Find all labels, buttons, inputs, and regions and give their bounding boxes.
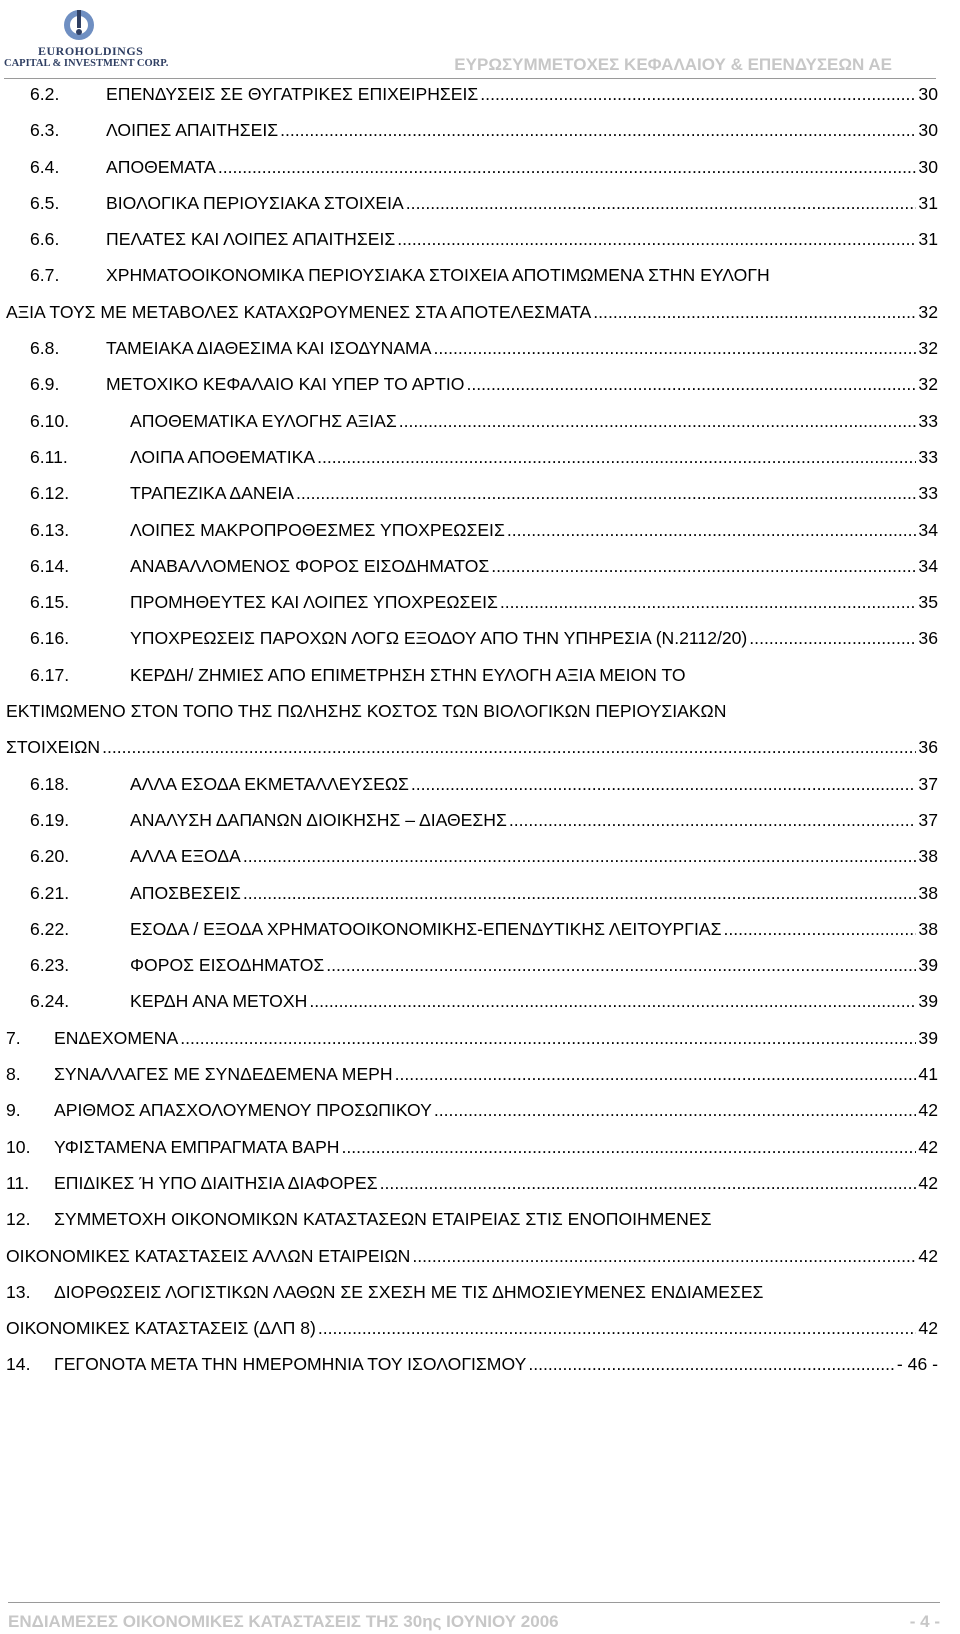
toc-entry-number: 6.20.	[30, 846, 70, 867]
toc-entry-title: ΕΣΟΔΑ / ΕΞΟΔΑ ΧΡΗΜΑΤΟΟΙΚΟΝΟΜΙΚΗΣ-ΕΠΕΝΔΥΤΙΚΗΣ ΛΕΙΤΟΥΡΓΙΑΣ	[130, 918, 722, 939]
toc-leader-dots	[180, 1020, 916, 1056]
toc-entry-title: ΣΥΜΜΕΤΟΧΗ ΟΙΚΟΝΟΜΙΚΩΝ ΚΑΤΑΣΤΑΣΕΩΝ ΕΤΑΙΡΕΙΑΣ ΣΤΙΣ ΕΝΟΠΟΙΗΜΕΝΕΣ	[54, 1209, 712, 1230]
toc-leader-dots	[317, 439, 916, 475]
toc-leader-dots	[243, 875, 917, 911]
toc-entry-continuation[interactable]	[6, 1310, 938, 1346]
toc-entry-page: 42	[918, 1318, 938, 1339]
toc-entry-title: ΥΦΙΣΤΑΜΕΝΑ ΕΜΠΡΑΓΜΑΤΑ ΒΑΡΗ	[54, 1136, 340, 1157]
toc-entry[interactable]	[6, 983, 938, 1019]
toc-entry[interactable]	[6, 366, 938, 402]
toc-leader-dots	[434, 1092, 917, 1128]
toc-leader-dots	[309, 983, 916, 1019]
toc-leader-dots	[723, 911, 916, 947]
toc-entry-number: 6.17.	[30, 664, 70, 685]
toc-entry-page: 35	[918, 592, 938, 613]
toc-entry[interactable]	[6, 766, 938, 802]
toc-leader-dots	[749, 620, 916, 656]
toc-entry-title-continued: ΟΙΚΟΝΟΜΙΚΕΣ ΚΑΤΑΣΤΑΣΕΙΣ ΑΛΛΩΝ ΕΤΑΙΡΕΙΩΝ	[6, 1245, 411, 1266]
toc-entry[interactable]	[6, 149, 938, 185]
toc-entry-title-continued: ΣΤΟΙΧΕΙΩΝ	[6, 737, 101, 758]
toc-leader-dots	[467, 366, 917, 402]
toc-leader-dots	[433, 330, 916, 366]
toc-entry[interactable]	[6, 1092, 938, 1128]
toc-entry-number: 6.4.	[30, 156, 60, 177]
toc-entry[interactable]	[6, 947, 938, 983]
toc-entry[interactable]	[6, 1129, 938, 1165]
logo-text-name: EUROHOLDINGS	[38, 44, 144, 58]
toc-entry-title: ΤΡΑΠΕΖΙΚΑ ΔΑΝΕΙΑ	[130, 483, 294, 504]
toc-entry-number: 6.12.	[30, 483, 70, 504]
toc-entry-number: 6.9.	[30, 374, 60, 395]
toc-leader-dots	[218, 149, 917, 185]
toc-entry-number: 6.22.	[30, 918, 70, 939]
toc-entry-title: ΚΕΡΔΗ/ ΖΗΜΙΕΣ ΑΠΟ ΕΠΙΜΕΤΡΗΣΗ ΣΤΗΝ ΕΥΛΟΓΗ ΑΞΙΑ ΜΕΙΟΝ ΤΟ	[130, 664, 686, 685]
toc-leader-dots	[326, 947, 916, 983]
toc-entry-page: 30	[918, 120, 938, 141]
toc-leader-dots	[342, 1129, 917, 1165]
toc-entry-continuation[interactable]	[6, 729, 938, 765]
toc-entry-number: 6.11.	[30, 446, 68, 467]
toc-entry[interactable]	[6, 76, 938, 112]
logo-text-subtitle: CAPITAL & INVESTMENT CORP.	[4, 58, 169, 69]
toc-entry-page: 31	[918, 229, 938, 250]
toc-entry-page: 39	[918, 1027, 938, 1048]
toc-entry-number: 12.	[6, 1209, 31, 1230]
table-of-contents	[6, 76, 938, 1383]
toc-entry-page: 32	[918, 374, 938, 395]
toc-entry-number: 6.10.	[30, 410, 70, 431]
toc-entry[interactable]	[6, 475, 938, 511]
toc-entry-page: 42	[918, 1136, 938, 1157]
toc-entry-title: ΠΕΛΑΤΕΣ ΚΑΙ ΛΟΙΠΕΣ ΑΠΑΙΤΗΣΕΙΣ	[106, 229, 396, 250]
toc-entry-number: 8.	[6, 1064, 21, 1085]
toc-entry-title: ΜΕΤΟΧΙΚΟ ΚΕΦΑΛΑΙΟ ΚΑΙ ΥΠΕΡ ΤΟ ΑΡΤΙΟ	[106, 374, 465, 395]
page-footer	[8, 1608, 940, 1631]
toc-entry-title: ΠΡΟΜΗΘΕΥΤΕΣ ΚΑΙ ΛΟΙΠΕΣ ΥΠΟΧΡΕΩΣΕΙΣ	[130, 592, 498, 613]
toc-entry-number: 10.	[6, 1136, 31, 1157]
toc-entry-title: ΣΥΝΑΛΛΑΓΕΣ ΜΕ ΣΥΝΔΕΔΕΜΕΝΑ ΜΕΡΗ	[54, 1064, 393, 1085]
toc-leader-dots	[395, 1056, 917, 1092]
toc-entry-title: ΑΠΟΣΒΕΣΕΙΣ	[130, 882, 241, 903]
footer-page-number: - 4 -	[909, 1612, 940, 1631]
toc-entry-page: 36	[918, 628, 938, 649]
toc-entry-page: 34	[918, 555, 938, 576]
toc-entry-page: 38	[918, 882, 938, 903]
toc-entry-title: ΔΙΟΡΘΩΣΕΙΣ ΛΟΓΙΣΤΙΚΩΝ ΛΑΘΩΝ ΣΕ ΣΧΕΣΗ ΜΕ ΤΙΣ ΔΗΜΟΣΙΕΥΜΕΝΕΣ ΕΝΔΙΑΜΕΣΕΣ	[54, 1281, 764, 1302]
toc-leader-dots	[500, 584, 917, 620]
toc-leader-dots	[397, 221, 916, 257]
toc-entry-page: 30	[918, 156, 938, 177]
toc-entry[interactable]	[6, 875, 938, 911]
company-name: ΕΥΡΩΣΥΜΜΕΤΟΧΕΣ ΚΕΦΑΛΑΙΟΥ & ΕΠΕΝΔΥΣΕΩΝ ΑΕ	[454, 55, 892, 74]
toc-entry-page: 34	[918, 519, 938, 540]
toc-entry-page: 39	[918, 955, 938, 976]
page-header	[0, 0, 960, 80]
toc-entry-page: 39	[918, 991, 938, 1012]
toc-entry-continuation[interactable]	[6, 1238, 938, 1274]
toc-entry-title: ΕΠΙΔΙΚΕΣ Ή ΥΠΟ ΔΙΑΙΤΗΣΙΑ ΔΙΑΦΟΡΕΣ	[54, 1172, 378, 1193]
toc-entry-page: 32	[918, 301, 938, 322]
toc-entry[interactable]	[6, 403, 938, 439]
toc-entry[interactable]	[6, 1274, 938, 1310]
toc-entry-number: 7.	[6, 1027, 21, 1048]
toc-entry-number: 6.3.	[30, 120, 60, 141]
toc-entry-title-continued: ΟΙΚΟΝΟΜΙΚΕΣ ΚΑΤΑΣΤΑΣΕΙΣ (ΔΛΠ 8)	[6, 1318, 316, 1339]
toc-leader-dots	[243, 838, 917, 874]
toc-leader-dots	[593, 294, 916, 330]
toc-entry-title: ΕΠΕΝΔΥΣΕΙΣ ΣΕ ΘΥΓΑΤΡΙΚΕΣ ΕΠΙΧΕΙΡΗΣΕΙΣ	[106, 84, 479, 104]
toc-leader-dots	[399, 403, 917, 439]
footer-divider	[8, 1602, 940, 1603]
toc-entry[interactable]	[6, 584, 938, 620]
toc-leader-dots	[318, 1310, 917, 1346]
toc-entry[interactable]	[6, 1346, 938, 1382]
toc-entry-number: 6.7.	[30, 265, 60, 286]
toc-entry-page: 32	[918, 338, 938, 359]
toc-entry-page: 42	[918, 1245, 938, 1266]
toc-entry[interactable]	[6, 439, 938, 475]
toc-entry-page: 41	[918, 1064, 938, 1085]
toc-leader-dots	[412, 1238, 916, 1274]
toc-entry-number: 6.14.	[30, 555, 70, 576]
toc-entry-page: 33	[918, 410, 938, 431]
toc-entry-page: 42	[918, 1100, 938, 1121]
toc-entry-page: 31	[918, 192, 938, 213]
toc-leader-dots	[507, 512, 917, 548]
toc-entry[interactable]	[6, 185, 938, 221]
toc-leader-dots	[411, 766, 917, 802]
toc-entry[interactable]	[6, 257, 938, 293]
toc-leader-dots	[102, 729, 916, 765]
toc-entry-page: 30	[918, 84, 938, 104]
toc-leader-dots	[280, 112, 916, 148]
toc-entry-title: ΤΑΜΕΙΑΚΑ ΔΙΑΘΕΣΙΜΑ ΚΑΙ ΙΣΟΔΥΝΑΜΑ	[106, 338, 432, 359]
toc-entry-page: - 46 -	[896, 1354, 938, 1375]
toc-entry[interactable]	[6, 1020, 938, 1056]
footer-title: ΕΝΔΙΑΜΕΣΕΣ ΟΙΚΟΝΟΜΙΚΕΣ ΚΑΤΑΣΤΑΣΕΙΣ ΤΗΣ 30ης ΙΟΥΝΙΟΥ 2006	[8, 1612, 559, 1631]
toc-entry[interactable]	[6, 112, 938, 148]
toc-entry-title: ΕΝΔΕΧΟΜΕΝΑ	[54, 1027, 179, 1048]
toc-entry-title: ΑΛΛΑ ΕΣΟΔΑ ΕΚΜΕΤΑΛΛΕΥΣΕΩΣ	[130, 773, 409, 794]
toc-entry-number: 6.19.	[30, 809, 70, 830]
toc-entry-continuation[interactable]	[6, 294, 938, 330]
toc-entry[interactable]	[6, 512, 938, 548]
toc-entry-title: ΑΛΛΑ ΕΞΟΔΑ	[130, 846, 241, 867]
toc-entry-page: 33	[918, 483, 938, 504]
toc-entry[interactable]	[6, 911, 938, 947]
toc-entry-title: ΚΕΡΔΗ ΑΝΑ ΜΕΤΟΧΗ	[130, 991, 308, 1012]
toc-entry-number: 6.18.	[30, 773, 70, 794]
toc-entry-page: 37	[918, 809, 938, 830]
toc-entry[interactable]	[6, 1165, 938, 1201]
toc-entry-page: 38	[918, 918, 938, 939]
toc-entry[interactable]	[6, 1056, 938, 1092]
toc-entry[interactable]	[6, 802, 938, 838]
toc-entry-title: ΛΟΙΠΑ ΑΠΟΘΕΜΑΤΙΚΑ	[130, 446, 316, 467]
toc-entry-title: ΑΠΟΘΕΜΑΤΙΚΑ ΕΥΛΟΓΗΣ ΑΞΙΑΣ	[130, 410, 397, 431]
toc-leader-dots	[528, 1346, 895, 1382]
toc-entry-number: 9.	[6, 1100, 21, 1121]
toc-entry-title: ΑΝΑΛΥΣΗ ΔΑΠΑΝΩΝ ΔΙΟΙΚΗΣΗΣ – ΔΙΑΘΕΣΗΣ	[130, 809, 507, 830]
toc-leader-dots	[296, 475, 916, 511]
toc-entry-title-continued: ΕΚΤΙΜΩΜΕΝΟ ΣΤΟΝ ΤΟΠΟ ΤΗΣ ΠΩΛΗΣΗΣ ΚΟΣΤΟΣ ΤΩΝ ΒΙΟΛΟΓΙΚΩΝ ΠΕΡΙΟΥΣΙΑΚΩΝ	[6, 701, 727, 722]
toc-entry[interactable]	[6, 1201, 938, 1237]
toc-entry[interactable]	[6, 620, 938, 656]
toc-entry-number: 13.	[6, 1281, 31, 1302]
toc-entry[interactable]	[6, 221, 938, 257]
toc-entry-page: 33	[918, 446, 938, 467]
toc-entry-title-continued: ΑΞΙΑ ΤΟΥΣ ΜΕ ΜΕΤΑΒΟΛΕΣ ΚΑΤΑΧΩΡΟΥΜΕΝΕΣ ΣΤΑ ΑΠΟΤΕΛΕΣΜΑΤΑ	[6, 301, 592, 322]
toc-entry-page: 36	[918, 737, 938, 758]
toc-entry-title: ΛΟΙΠΕΣ ΑΠΑΙΤΗΣΕΙΣ	[106, 120, 279, 141]
toc-entry-number: 6.21.	[30, 882, 70, 903]
toc-entry-number: 6.13.	[30, 519, 70, 540]
toc-leader-dots	[491, 548, 916, 584]
toc-entry-title: ΦΟΡΟΣ ΕΙΣΟΔΗΜΑΤΟΣ	[130, 955, 325, 976]
toc-entry[interactable]	[6, 657, 938, 693]
toc-entry-title: ΧΡΗΜΑΤΟΟΙΚΟΝΟΜΙΚΑ ΠΕΡΙΟΥΣΙΑΚΑ ΣΤΟΙΧΕΙΑ ΑΠΟΤΙΜΩΜΕΝΑ ΣΤΗΝ ΕΥΛΟΓΗ	[106, 265, 770, 286]
logo-mark-icon	[62, 8, 96, 42]
toc-entry-number: 6.8.	[30, 338, 60, 359]
company-logo	[0, 2, 169, 72]
toc-entry-title: ΑΠΟΘΕΜΑΤΑ	[106, 156, 216, 177]
toc-entry-number: 14.	[6, 1354, 31, 1375]
toc-entry-number: 6.23.	[30, 955, 70, 976]
toc-leader-dots	[480, 76, 916, 112]
toc-entry-title: ΑΝΑΒΑΛΛΟΜΕΝΟΣ ΦΟΡΟΣ ΕΙΣΟΔΗΜΑΤΟΣ	[130, 555, 490, 576]
toc-entry-continuation[interactable]	[6, 693, 938, 729]
toc-entry-number: 6.16.	[30, 628, 70, 649]
toc-leader-dots	[509, 802, 917, 838]
toc-entry-number: 6.6.	[30, 229, 60, 250]
toc-entry-title: ΓΕΓΟΝΟΤΑ ΜΕΤΑ ΤΗΝ ΗΜΕΡΟΜΗΝΙΑ ΤΟΥ ΙΣΟΛΟΓΙΣΜΟΥ	[54, 1354, 527, 1375]
toc-entry-number: 6.24.	[30, 991, 70, 1012]
toc-entry[interactable]	[6, 330, 938, 366]
toc-entry-page: 37	[918, 773, 938, 794]
toc-entry-number: 6.5.	[30, 192, 60, 213]
toc-entry-number: 6.2.	[30, 84, 60, 104]
toc-leader-dots	[380, 1165, 917, 1201]
toc-entry-number: 11.	[6, 1172, 30, 1193]
toc-entry-number: 6.15.	[30, 592, 70, 613]
toc-entry[interactable]	[6, 548, 938, 584]
toc-entry-page: 38	[918, 846, 938, 867]
toc-entry[interactable]	[6, 838, 938, 874]
toc-entry-title: ΥΠΟΧΡΕΩΣΕΙΣ ΠΑΡΟΧΩΝ ΛΟΓΩ ΕΞΟΔΟΥ ΑΠΟ ΤΗΝ ΥΠΗΡΕΣΙΑ (Ν.2112/20)	[130, 628, 748, 649]
toc-entry-title: ΒΙΟΛΟΓΙΚΑ ΠΕΡΙΟΥΣΙΑΚΑ ΣΤΟΙΧΕΙΑ	[106, 192, 404, 213]
toc-entry-page: 42	[918, 1172, 938, 1193]
toc-entry-title: ΛΟΙΠΕΣ ΜΑΚΡΟΠΡΟΘΕΣΜΕΣ ΥΠΟΧΡΕΩΣΕΙΣ	[130, 519, 505, 540]
toc-entry-title: ΑΡΙΘΜΟΣ ΑΠΑΣΧΟΛΟΥΜΕΝΟΥ ΠΡΟΣΩΠΙΚΟΥ	[54, 1100, 432, 1121]
toc-leader-dots	[406, 185, 917, 221]
